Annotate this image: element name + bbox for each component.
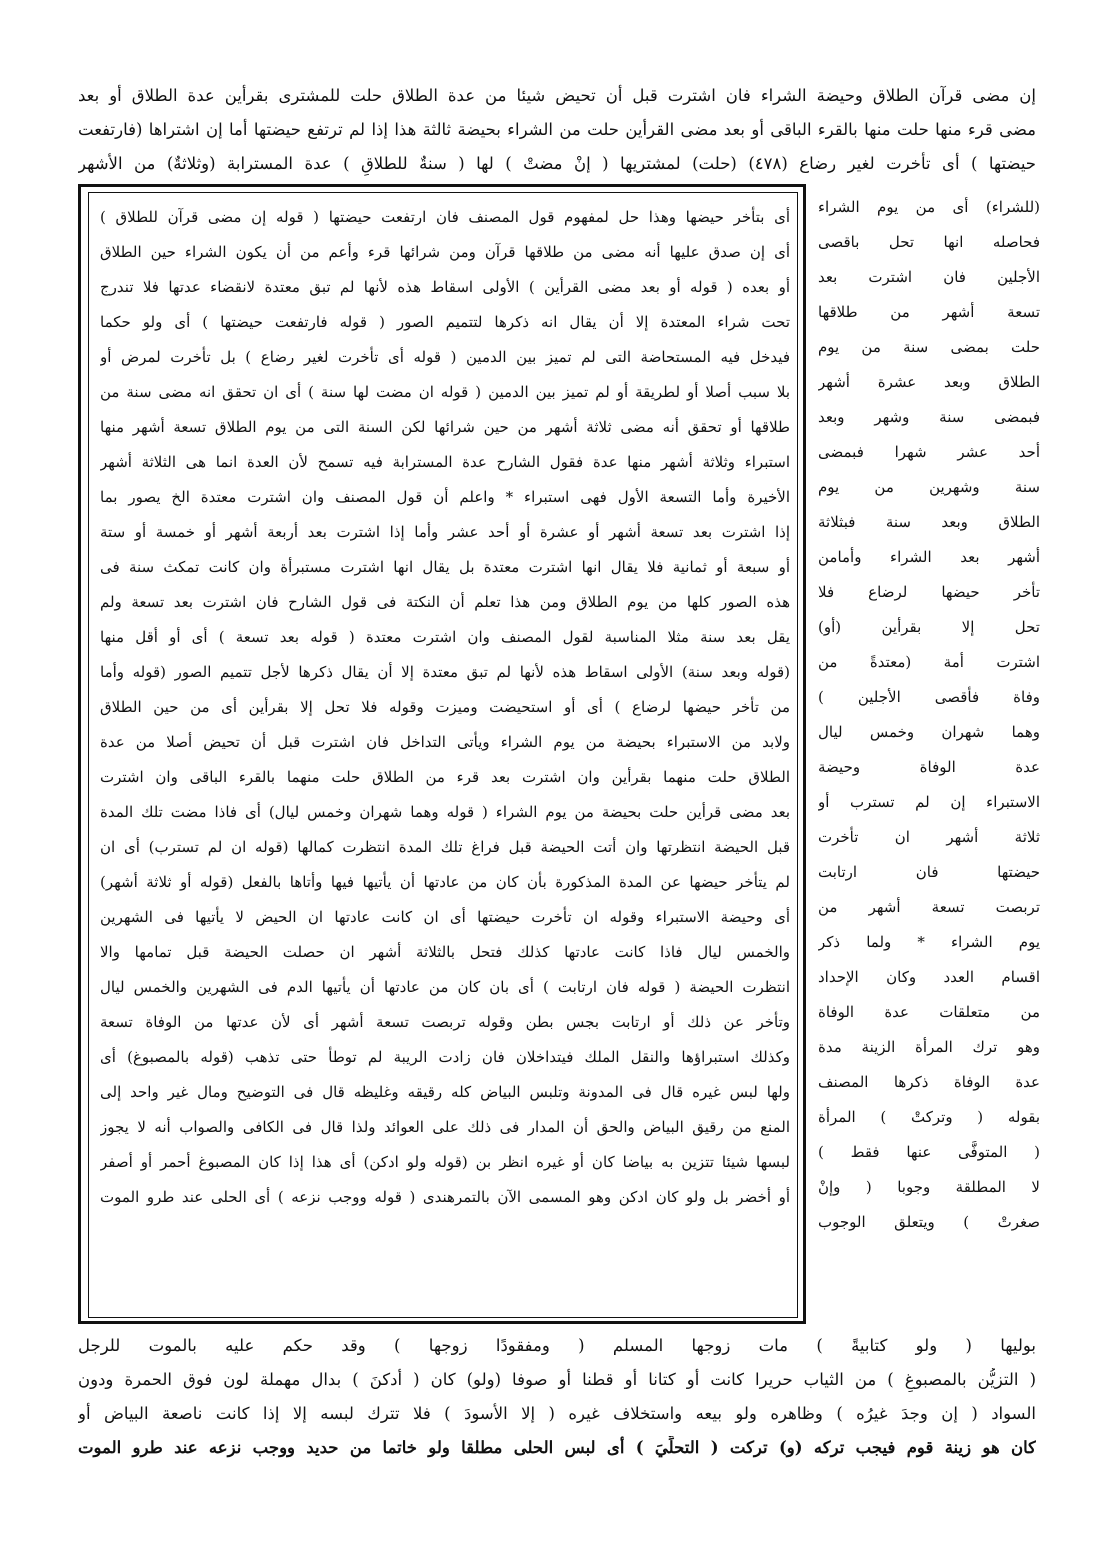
main-text-line: تحل إلا بقرأين (أو) <box>818 618 1040 636</box>
commentary-line: ولها لبس غيره قال فى المدونة وتلبس البياض كله رقيقه وغليظه قال فى التوضيح ومال غير واحد إلى <box>100 1083 790 1101</box>
main-text-line: حلت بمضى سنة من يوم <box>818 338 1040 356</box>
commentary-line: بلا سبب أصلا أو لطريقة أو لم تميز بين الدمين ( قوله ان مضت لها سنة ) أى ان تحقق انه مضى سنة من <box>100 383 790 401</box>
main-text-line: (للشراء) أى من يوم الشراء <box>818 198 1040 216</box>
commentary-line: الطلاق حلت منهما بقرأين وان اشترت بعد قرء من الطلاق حلت منهما بالقرء الباقى وان اشترت <box>100 768 790 786</box>
main-text-line: عدة الوفاة وحيضة <box>818 758 1040 776</box>
main-text-line: حيضتها فان ارتابت <box>818 863 1040 881</box>
commentary-line: من تأخر حيضها لرضاع ) أى أو استحيضت وميزت وقوله فلا تحل إلا بقرأين أى من حين الطلاق <box>100 698 790 716</box>
main-text-line: ( المتوفَّى عنها فقط ) <box>818 1143 1040 1161</box>
commentary-line: أو بعده ( قوله أو بعد مضى القرأين ) الأولى اسقاط هذه لأنها لم تبق معتدة لانقضاء عدتها فلا تندرج <box>100 278 790 296</box>
commentary-line: هذه الصور كلها من يوم الطلاق ومن هذا تعلم أن النكتة فى قول الشارح فان اشترت بعد تسعة ولم <box>100 593 790 611</box>
main-text-line: أحد عشر شهرا فبمضى <box>818 443 1040 461</box>
commentary-line: ولابد من الاستبراء بحيضة من يوم الشراء ويأتى التداخل فان اشترت قبل أن تحيض أصلا من عدة <box>100 733 790 751</box>
commentary-line: أى بتأخر حيضها وهذا حل لمفهوم قول المصنف فان ارتفعت حيضتها ( قوله إن مضى قرآن للطلاق ) <box>100 208 790 226</box>
commentary-line: لم يتأخر حيضها عن المدة المذكورة بأن كان من عادتها أن يأتيها فيها وأتاها بالفعل (قوله أو ثلاثة أشهر) <box>100 873 790 891</box>
commentary-line: والخمس ليال فاذا كانت عادتها كذلك فتحل بالثلاثة أشهر ان حصلت الحيضة قبل تمامها والا <box>100 943 790 961</box>
main-text-line: الطلاق وبعد عشرة أشهر <box>818 373 1040 391</box>
commentary-line: أو سبعة أو ثمانية فلا يقال انها اشترت معتدة بل يقال انها اشترت مستبرأة وان كانت تمكث سنة فى <box>100 558 790 576</box>
main-text-line: وهو ترك المرأة الزينة مدة <box>818 1038 1040 1056</box>
commentary-line: فيدخل فيه المستحاضة التى لم تميز بين الدمين ( قوله أى تأخرت لغير رضاع ) بل تأخرت لمرض أو <box>100 348 790 366</box>
main-text-line: فبمضى سنة وشهر وبعد <box>818 408 1040 426</box>
main-text-line: عدة الوفاة ذكرها المصنف <box>818 1073 1040 1091</box>
commentary-line: انتظرت الحيضة ( قوله فان ارتابت ) أى بان كان من عادتها أن يأتيها الدم فى الشهرين والخمس ليال <box>100 978 790 996</box>
main-text-line: ثلاثة أشهر ان تأخرت <box>818 828 1040 846</box>
main-text-line: تسعة أشهر من طلاقها <box>818 303 1040 321</box>
top-text-line: حيضتها ) أى تأخرت لغير رضاع (٤٧٨) (حلت) لمشتريها ( إنْ مضتْ ) لها ( سنةٌ للطلاقِ ) عدة المسترابة (وثلاثةٌ) من الأشهر <box>78 154 1036 173</box>
main-text-line: الطلاق وبعد سنة فبثلاثة <box>818 513 1040 531</box>
top-text-line: مضى قرء منها حلت منها بالقرء الباقى أو بعد مضى القرأين حلت من الشراء بحيضة ثالثة هذا إذا لم ترتفع حيضتها أما إن اشتراها (فارتفعت <box>78 120 1036 139</box>
bottom-text-line: السواد ( إن وجدَ غيرُه ) وظاهره ولو بيعه واستخلاف غيره ( إلا الأسودَ ) فلا تترك لبسه إلا إذا كانت ناصعة البياض أو <box>78 1404 1036 1423</box>
bottom-text-line: ( التزيُّن بالمصبوغِ ) من الثياب حريرا كانت أو كتانا أو قطنا أو صوفا (ولو) كان ( أدكنَ ) بدال مهملة لون فوق الحمرة ودون <box>78 1370 1036 1389</box>
main-text-line: اقسام العدد وكان الإحداد <box>818 968 1040 986</box>
bottom-text-line: كان هو زينة قوم فيجب تركه (و) تركت ( التحلِّيَ ) أى لبس الحلى مطلقا ولو خاتما من حديد ووجب نزعه عند طرو الموت <box>78 1438 1036 1457</box>
commentary-line: أى إن صدق عليها أنه مضى من طلاقها قرآن ومن شرائها قرء وأعم من أن يكون الشراء حين الطلاق <box>100 243 790 261</box>
main-text-line: أشهر بعد الشراء وأمامن <box>818 548 1040 566</box>
main-text-line: وفاة فأقصى الأجلين ) <box>818 688 1040 706</box>
main-text-line: بوليها ( ولو كتابيةً ) مات زوجها المسلم ( ومفقودًا زوجها ) وقد حكم عليه بالموت للرجل <box>78 1336 1036 1355</box>
commentary-line: قبل الحيضة انتظرتها وان أتت الحيضة قبل فراغ تلك المدة انتظرت كمالها (قوله ان لم تسترب) أى ان <box>100 838 790 856</box>
main-text-line: لا المطلقة وجوبا ( وإنْ <box>818 1178 1040 1196</box>
commentary-line: يقل بعد سنة مثلا المناسبة لقول المصنف وان اشترت معتدة ( قوله بعد تسعة ) أى أو أقل منها <box>100 628 790 646</box>
main-text-line: وهما شهران وخمس ليال <box>818 723 1040 741</box>
top-text-line: إن مضى قرآن الطلاق وحيضة الشراء فان اشترت قبل أن تحيض شيئا من عدة الطلاق حلت للمشترى بقرأين عدة الطلاق أو بعد <box>78 86 1036 105</box>
main-text-line: سنة وشهرين من يوم <box>818 478 1040 496</box>
main-text-line: تأخر حيضها لرضاع فلا <box>818 583 1040 601</box>
main-text-line: الأجلين فان اشترت بعد <box>818 268 1040 286</box>
main-text-line: من متعلقات عدة الوفاة <box>818 1003 1040 1021</box>
commentary-line: بعد مضى قرأين حلت بحيضة من يوم الشراء ( قوله وهما شهران وخمس ليال) أى فاذا مضت تلك المدة <box>100 803 790 821</box>
commentary-line: لبسها شيئا تتزين به بياضا كان أو غيره انظر بن (قوله ولو ادكن) أى هذا إذا كان المصبوغ أحمر أو أصفر <box>100 1153 790 1171</box>
commentary-line: وكذلك استبراؤها والنقل الملك فيتداخلان فان زادت الريبة لم توطأ حتى تذهب (قوله بالمصبوغ) أى <box>100 1048 790 1066</box>
commentary-line: تحت شراء المعتدة إلا أن يقال انه ذكرها لتتميم الصور ( قوله فارتفعت حيضتها ) أى ولو حكما <box>100 313 790 331</box>
main-text-line: تربصت تسعة أشهر من <box>818 898 1040 916</box>
commentary-line: المنع من رقيق البياض والحق أن المدار فى ذلك على العوائد ولذا قال فى الكافى والصواب أنه لا يجوز <box>100 1118 790 1136</box>
main-text-line: يوم الشراء * ولما ذكر <box>818 933 1040 951</box>
commentary-line: (قوله وبعد سنة) الأولى اسقاط هذه لأنها لم تبق معتدة إلا أن يقال ذكرها لأجل تتميم الصور (قوله وأما <box>100 663 790 681</box>
main-text-line: صغرتْ ) ويتعلق الوجوب <box>818 1213 1040 1231</box>
commentary-line: استبراء وثلاثة أشهر منها عدة فقول الشارح عدة المسترابة فيه تسمح لأن العدة انما هى الثلاثة أشهر <box>100 453 790 471</box>
commentary-line: الأخيرة وأما التسعة الأول فهى استبراء * واعلم أن قول المصنف وان اشترت معتدة الخ يصور بما <box>100 488 790 506</box>
main-text-line: اشترت أمة (معتدةً من <box>818 653 1040 671</box>
commentary-line: وتأخر عن ذلك أو ارتابت بجس بطن وقوله تربصت تسعة أشهر أى لأن عدتها من الوفاة تسعة <box>100 1013 790 1031</box>
main-text-line: بقوله ( وتركتْ ) المرأة <box>818 1108 1040 1126</box>
commentary-line: أى وحيضة الاستبراء وقوله ان تأخرت حيضتها أى ان كانت عادتها ان الحيض لا يأتيها فى الشهرين <box>100 908 790 926</box>
commentary-line: إذا اشترت بعد تسعة أشهر أو عشرة أو أحد عشر وأما إذا اشترت بعد أربعة أشهر أو خمسة أو ستة <box>100 523 790 541</box>
main-text-line: فحاصله انها تحل باقصى <box>818 233 1040 251</box>
main-text-line: الاستبراء إن لم تسترب أو <box>818 793 1040 811</box>
commentary-line: أو أخضر بل ولو كان ادكن وهو المسمى الآن بالتمرهندى ( قوله ووجب نزعه ) أى الحلى عند طرو الموت <box>100 1188 790 1206</box>
commentary-line: طلاقها أو تحقق أنه مضى ثلاثة أشهر من حين شرائها لكن السنة التى من يوم الطلاق تسعة أشهر منها <box>100 418 790 436</box>
